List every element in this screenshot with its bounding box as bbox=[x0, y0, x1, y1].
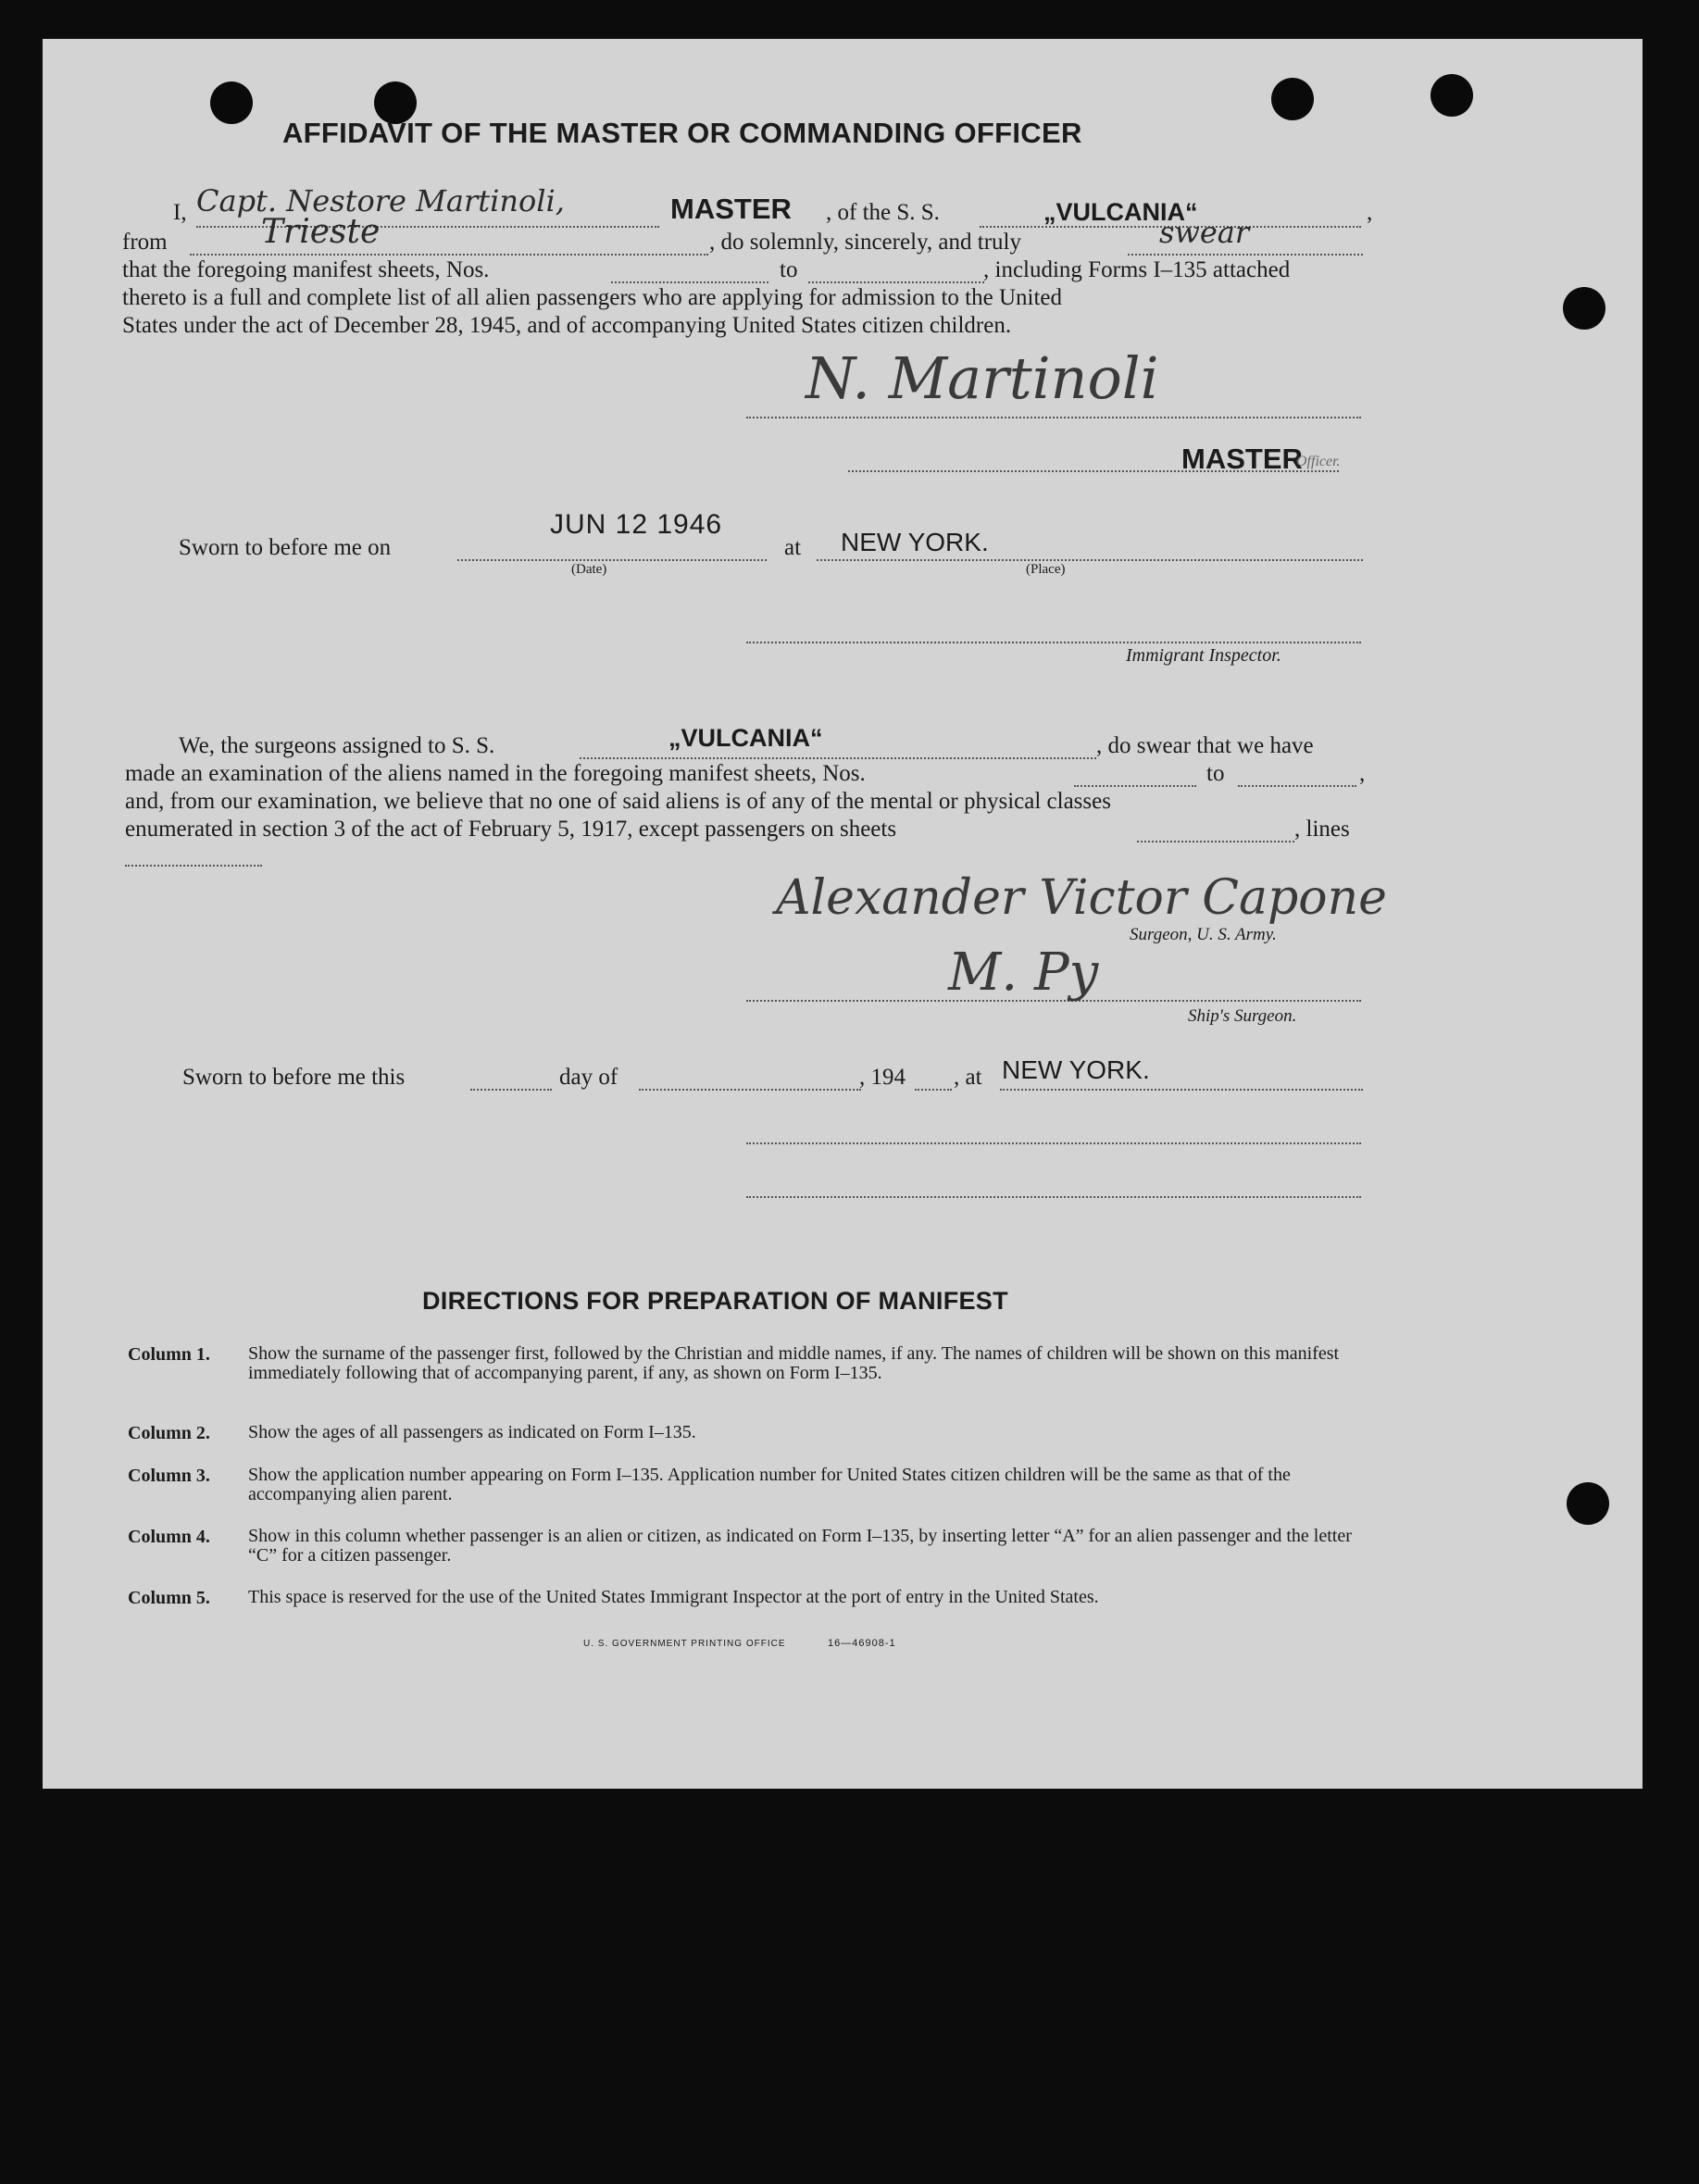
sworn1-place-line bbox=[817, 559, 1363, 561]
surgeons-ship: „VULCANIA“ bbox=[668, 724, 823, 752]
sheet-to-line bbox=[808, 281, 984, 283]
directions-title: DIRECTIONS FOR PREPARATION OF MANIFEST bbox=[422, 1287, 1008, 1315]
officer-suffix: Officer. bbox=[1296, 454, 1341, 469]
form-number: 16—46908-1 bbox=[828, 1638, 896, 1649]
column-3-label: Column 3. bbox=[128, 1466, 210, 1486]
column-3-text: Show the application number appearing on Form I–135. Application number for United States citizen children will be the same as that of the accompanying alien parent. bbox=[248, 1465, 1291, 1504]
surgeons-line1-b: , do swear that we have bbox=[1096, 733, 1314, 758]
punch-hole-icon bbox=[1567, 1482, 1609, 1525]
column-2-text: Show the ages of all passengers as indicated on Form I–135. bbox=[248, 1422, 696, 1442]
sworn2-day-of: day of bbox=[559, 1065, 618, 1090]
of-ss-label: , of the S. S. bbox=[826, 200, 940, 225]
master-name-handwritten: Capt. Nestore Martinoli, bbox=[196, 183, 565, 218]
sworn1-at: at bbox=[784, 535, 802, 560]
except-sheets-line bbox=[1137, 841, 1294, 842]
punch-hole-icon bbox=[1563, 287, 1605, 330]
forms-label: , including Forms I–135 attached bbox=[983, 257, 1291, 282]
ship-name: „VULCANIA“ bbox=[1043, 198, 1198, 226]
sworn1-date-line bbox=[457, 559, 767, 561]
surgeons-ship-line bbox=[580, 757, 1096, 759]
sworn1-place-caption: (Place) bbox=[1026, 562, 1066, 577]
surgeons-to-line bbox=[1238, 785, 1356, 787]
inspector-caption: Immigrant Inspector. bbox=[1126, 645, 1281, 666]
sworn2-year: , 194 bbox=[859, 1065, 906, 1090]
page-title: AFFIDAVIT OF THE MASTER OR COMMANDING OFFICER bbox=[282, 117, 1082, 149]
do-solemnly-label: , do solemnly, sincerely, and truly bbox=[709, 230, 1021, 255]
sworn2-place: NEW YORK. bbox=[1002, 1055, 1150, 1084]
printer-imprint: U. S. GOVERNMENT PRINTING OFFICE bbox=[583, 1639, 786, 1649]
line1-prefix: I, bbox=[173, 200, 187, 225]
port-handwritten: Trieste bbox=[261, 213, 381, 251]
lines-field-line bbox=[125, 865, 262, 867]
port-field-line bbox=[190, 254, 708, 256]
army-surgeon-signature: Alexander Victor Capone bbox=[776, 870, 1387, 926]
sworn2-at: , at bbox=[954, 1065, 982, 1090]
surgeons-line2-a: made an examination of the aliens named in the foregoing manifest sheets, Nos. bbox=[125, 761, 866, 786]
sworn2-signature-line-1 bbox=[746, 1142, 1361, 1144]
sworn2-label: Sworn to before me this bbox=[182, 1065, 406, 1090]
surgeons-line3: and, from our examination, we believe that no one of said aliens is of any of the mental or physical classes bbox=[125, 789, 1111, 814]
ships-surgeon-caption: Ship's Surgeon. bbox=[1188, 1006, 1297, 1026]
master-stamp: MASTER bbox=[1181, 443, 1303, 475]
master-signature-line bbox=[746, 417, 1361, 418]
from-label: from bbox=[122, 230, 168, 255]
surgeons-line1-a: We, the surgeons assigned to S. S. bbox=[179, 733, 495, 758]
master-signature: N. Martinoli bbox=[806, 344, 1159, 412]
inspector-signature-line bbox=[746, 642, 1361, 643]
surgeons-line4-b: , lines bbox=[1294, 817, 1350, 842]
column-5-text: This space is reserved for the use of the United States Immigrant Inspector at the port of entry in the United States. bbox=[248, 1587, 1099, 1607]
manifest-sheets-label: that the foregoing manifest sheets, Nos. bbox=[122, 257, 490, 282]
master-role: MASTER bbox=[670, 193, 792, 225]
sworn1-label: Sworn to before me on bbox=[179, 535, 392, 560]
column-1-text: Show the surname of the passenger first, followed by the Christian and middle names, if any. The names of children will be shown on this manifest immediately following that of accompanying parent, if any, as shown on Form I–135. bbox=[248, 1343, 1340, 1383]
surgeons-from-line bbox=[1074, 785, 1196, 787]
army-surgeon-caption: Surgeon, U. S. Army. bbox=[1130, 925, 1277, 944]
column-2-label: Column 2. bbox=[128, 1423, 210, 1443]
punch-hole-icon bbox=[1430, 74, 1473, 117]
punch-hole-icon bbox=[210, 81, 253, 124]
punch-hole-icon bbox=[1271, 78, 1314, 120]
sworn2-day-line bbox=[470, 1089, 552, 1091]
sworn2-month-line bbox=[639, 1089, 861, 1091]
column-1-label: Column 1. bbox=[128, 1344, 210, 1365]
sheet-from-line bbox=[611, 281, 768, 283]
sheet-to-label: to bbox=[780, 257, 798, 282]
sworn2-place-line bbox=[1000, 1089, 1363, 1091]
ships-surgeon-signature: M. Py bbox=[948, 942, 1099, 1003]
sworn2-signature-line-2 bbox=[746, 1196, 1361, 1198]
surgeons-line2-to: to bbox=[1206, 761, 1225, 786]
line1-end: , bbox=[1367, 200, 1373, 225]
column-4-text: Show in this column whether passenger is an alien or citizen, as indicated on Form I–135, by inserting letter “A” for an alien passenger and the letter “C” for a citizen passenger. bbox=[248, 1526, 1352, 1566]
affidavit-line4: thereto is a full and complete list of all alien passengers who are applying for admission to the United bbox=[122, 285, 1063, 310]
surgeons-line4-a: enumerated in section 3 of the act of February 5, 1917, except passengers on sheets bbox=[125, 817, 897, 842]
affidavit-line5: States under the act of December 28, 1945, and of accompanying United States citizen children. bbox=[122, 313, 1012, 338]
sworn2-year-line bbox=[915, 1089, 952, 1091]
swear-handwritten: swear bbox=[1159, 215, 1250, 250]
column-4-label: Column 4. bbox=[128, 1527, 210, 1547]
sworn1-date-caption: (Date) bbox=[571, 562, 607, 577]
sworn1-date: JUN 12 1946 bbox=[550, 509, 723, 540]
swear-field-line bbox=[1128, 254, 1363, 256]
sworn1-place: NEW YORK. bbox=[841, 528, 989, 556]
surgeons-line2-end: , bbox=[1359, 761, 1366, 786]
column-5-label: Column 5. bbox=[128, 1588, 210, 1608]
